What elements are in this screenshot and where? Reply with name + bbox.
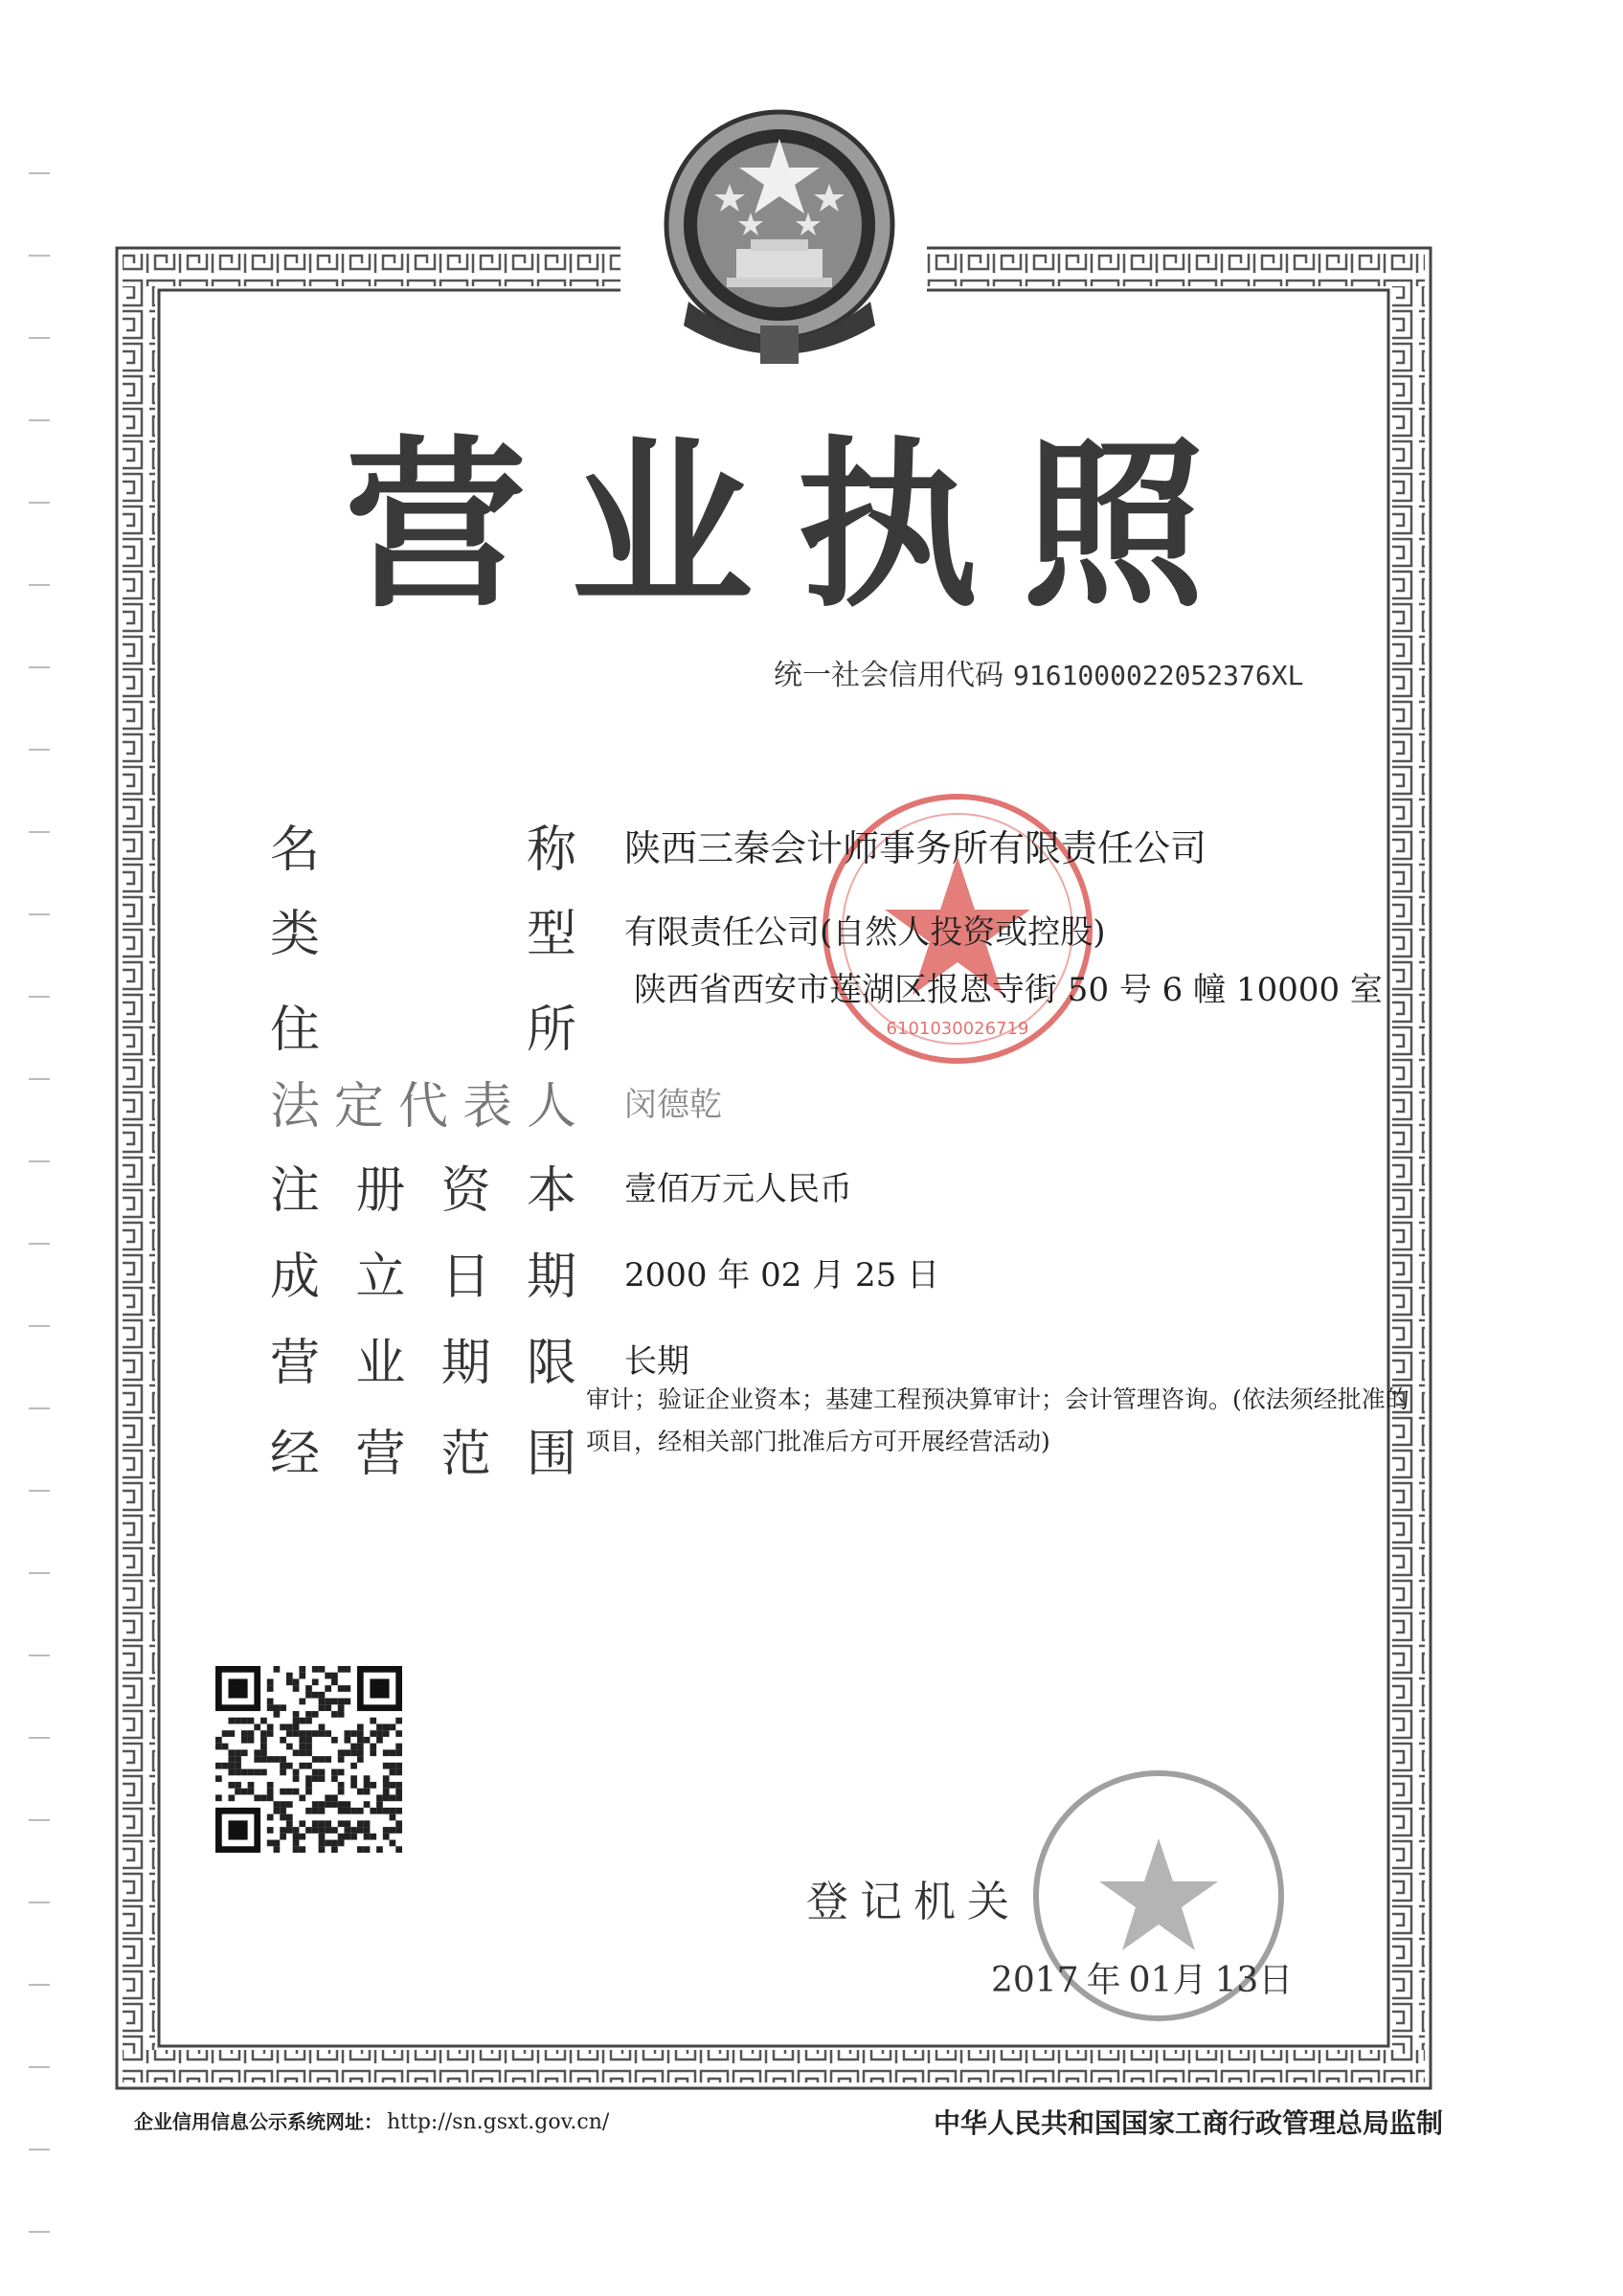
footer-website-url: http://sn.gsxt.gov.cn/ <box>387 2110 610 2134</box>
binding-mark <box>29 2231 50 2233</box>
company-type-value: 有限责任公司(自然人投资或控股) <box>624 912 1106 952</box>
field-capital-label: 注 册 资 本 <box>270 1161 576 1220</box>
business-term-value: 长期 <box>624 1341 689 1381</box>
binding-mark <box>29 172 50 174</box>
binding-mark <box>29 255 50 257</box>
legal-rep-value: 闵德乾 <box>624 1085 722 1124</box>
binding-mark <box>29 337 50 339</box>
binding-mark <box>29 1902 50 1903</box>
credit-code-label: 统一社会信用代码 <box>774 659 1003 692</box>
registration-authority-label: 登记机关 <box>806 1878 1021 1926</box>
binding-mark <box>29 1078 50 1080</box>
binding-mark <box>29 1160 50 1162</box>
footer-website-label: 企业信用信息公示系统网址： <box>134 2110 383 2133</box>
field-established-label: 成 立 日 期 <box>270 1248 576 1306</box>
issue-date <box>991 1953 1300 2002</box>
binding-mark <box>29 2149 50 2150</box>
binding-mark <box>29 1325 50 1327</box>
credit-code-value: 9161000022052376XL <box>1013 660 1304 691</box>
binding-mark <box>29 831 50 833</box>
red-seal-code: 6101030026719 <box>886 1019 1029 1039</box>
field-term-label: 营 业 期 限 <box>270 1334 576 1392</box>
issue-month: 01月 <box>1128 1961 1207 2000</box>
binding-mark <box>29 1819 50 1821</box>
established-date-value: 2000 年 02 月 25 日 <box>624 1255 940 1294</box>
field-address-label: 住 所 <box>270 1001 576 1059</box>
binding-mark <box>29 749 50 751</box>
business-scope-value: 审计；验证企业资本；基建工程预决算审计；会计管理咨询。(依法须经批准的项目，经相关部门批准后方可开展经营活动) <box>586 1385 1409 1455</box>
binding-mark <box>29 502 50 504</box>
binding-mark <box>29 419 50 421</box>
binding-mark <box>29 913 50 915</box>
binding-mark <box>29 2066 50 2068</box>
qr-code-icon <box>215 1666 402 1853</box>
company-name-value: 陕西三秦会计师事务所有限责任公司 <box>624 826 1207 869</box>
field-scope-label: 经 营 范 围 <box>270 1425 576 1483</box>
binding-mark <box>29 1737 50 1739</box>
field-legal-rep-label: 法 定 代 表 人 <box>270 1077 576 1136</box>
binding-mark <box>29 1984 50 1986</box>
national-emblem-icon <box>636 96 923 383</box>
footer-website <box>134 2106 609 2134</box>
issue-year: 2017 <box>991 1961 1079 2000</box>
binding-mark <box>29 996 50 998</box>
company-address-value: 陕西省西安市莲湖区报恩寺街 50 号 6 幢 10000 室 <box>634 970 1383 1009</box>
footer-supervisor: 中华人民共和国国家工商行政管理总局监制 <box>934 2107 1444 2139</box>
binding-mark <box>29 1654 50 1656</box>
field-type-label: 类 型 <box>270 905 576 963</box>
binding-mark <box>29 1572 50 1574</box>
certificate-title: 营业执照 <box>345 420 1250 632</box>
field-name-label: 名 称 <box>270 821 576 879</box>
capital-value: 壹佰万元人民币 <box>624 1169 852 1208</box>
binding-mark <box>29 1490 50 1492</box>
binding-mark <box>29 584 50 586</box>
binding-mark <box>29 1407 50 1409</box>
issue-year-unit: 年 <box>1086 1961 1121 2000</box>
issue-day: 13日 <box>1214 1961 1294 2000</box>
binding-mark <box>29 666 50 668</box>
credit-code-line <box>774 651 1303 693</box>
binding-mark <box>29 1243 50 1245</box>
